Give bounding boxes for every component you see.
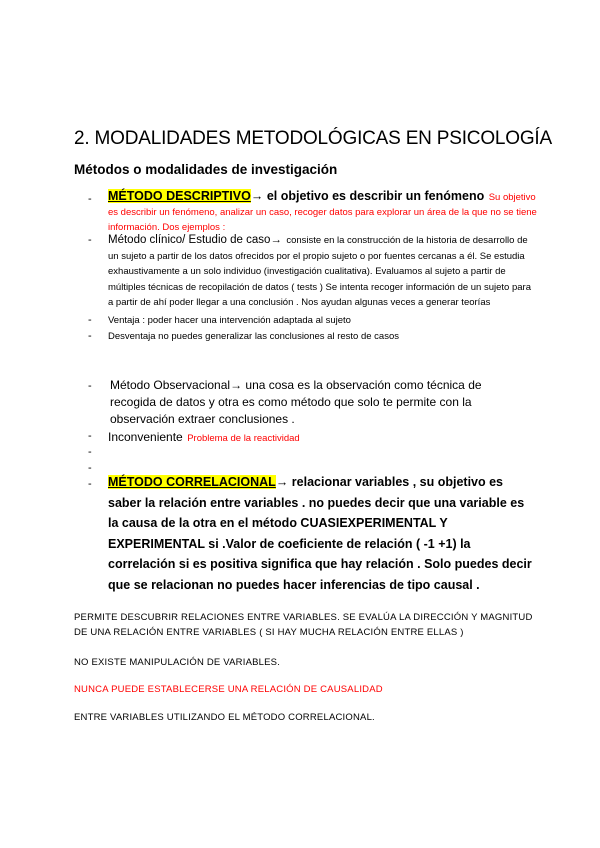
bullet-dash: -	[88, 380, 92, 392]
inconvenient-label: Inconveniente	[108, 430, 183, 444]
inconvenient-item	[108, 428, 538, 446]
note-no-manipulation: NO EXISTE MANIPULACIÓN DE VARIABLES.	[74, 657, 281, 668]
correlational-item	[108, 472, 533, 595]
correlational-text: → relacionar variables , su objetivo es saber la relación entre variables . no puedes decir que una variable es la causa de la otra en el método CUASIEXPERIMENTAL Y EXPERIMENTAL si .Valor de coeficiente de relación ( -1 +1) la correlación si es positiva significa que hay relación . Solo puedes decir que se relacionan no puedes hacer inferencias de tipo causal .	[108, 475, 532, 592]
clinical-text: consiste en la construcción de la historia de desarrollo de un sujeto a partir de los datos ofrecidos por el propio sujeto o por fuentes cercanas a él. Se estudia exhaustivamente a un solo individuo (investigación cualitativa). Evaluamos al sujeto a partir de múltiples técnicas de recopilación de datos ( tests ) Se intenta recoger información de un sujeto para a partir de ahí poder llegar a una conclusión . Nos ayudan algunas veces a generar teorías	[108, 235, 531, 308]
note-no-causality: NUNCA PUEDE ESTABLECERSE UNA RELACIÓN DE CAUSALIDAD	[74, 684, 383, 695]
descriptive-item	[108, 189, 538, 234]
disadvantage-text: Desventaja no puedes generalizar las conclusiones al resto de casos	[108, 331, 399, 342]
clinical-item	[108, 232, 538, 310]
inconvenient-note: Problema de la reactividad	[187, 433, 300, 444]
bullet-dash: -	[88, 478, 92, 490]
note-relations: PERMITE DESCUBRIR RELACIONES ENTRE VARIABLES. SE EVALÚA LA DIRECCIÓN Y MAGNITUD DE UNA RELACIÓN ENTRE VARIABLES ( SI HAY MUCHA RELACIÓN ENTRE ELLAS )	[74, 612, 533, 638]
bullet-dash: -	[88, 330, 92, 342]
section-subtitle: Métodos o modalidades de investigación	[74, 162, 338, 177]
bullet-dash: -	[88, 446, 92, 458]
descriptive-arrow-text: → el objetivo es describir un fenómeno	[250, 189, 485, 203]
advantage-text: Ventaja : poder hacer una intervención adaptada al sujeto	[108, 315, 351, 326]
bullet-dash: -	[88, 234, 92, 246]
correlational-label: MÉTODO CORRELACIONAL	[108, 475, 276, 489]
note-correlational-method: ENTRE VARIABLES UTILIZANDO EL MÉTODO CORRELACIONAL.	[74, 712, 375, 723]
bullet-dash: -	[88, 314, 92, 326]
page-title: 2. MODALIDADES METODOLÓGICAS EN PSICOLOGÍA	[74, 128, 552, 149]
bullet-dash: -	[88, 430, 92, 442]
observational-text: Método Observacional→ una cosa es la observación como técnica de recogida de datos y otra es como método que solo te permite con la observación extraer conclusiones .	[110, 378, 482, 426]
descriptive-note: Su objetivo es describir un fenómeno, analizar un caso, recoger datos para explorar un área de la que no se tiene información. Dos ejemplos :	[108, 192, 537, 233]
descriptive-label: MÉTODO DESCRIPTIVO	[108, 189, 251, 203]
clinical-label: Método clínico/ Estudio de caso→	[108, 234, 282, 246]
bullet-dash: -	[88, 193, 92, 205]
bullet-dash: -	[88, 462, 92, 474]
